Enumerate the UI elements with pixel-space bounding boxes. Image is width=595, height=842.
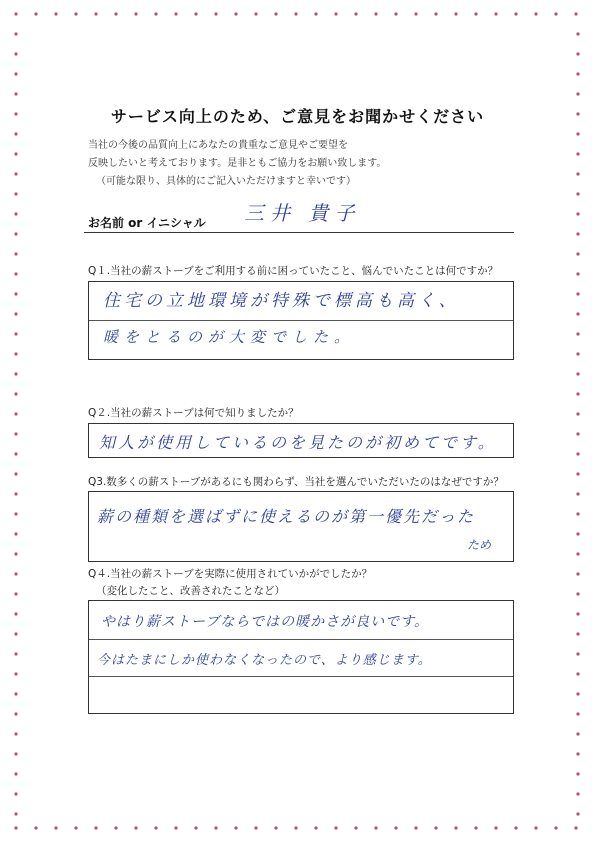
border-dot-47 [474,826,477,829]
border-dot-57 [574,826,577,829]
intro-line-1: 当社の今後の品質向上にあなたの貴重なご意見やご要望を [88,140,348,151]
border-dot-43 [434,826,437,829]
border-dot-4 [54,12,57,15]
border-dot-77 [576,212,579,215]
border-dot-30 [314,12,317,15]
border-dot-61 [576,52,579,55]
border-dot-110 [14,552,17,555]
border-dot-41 [414,826,417,829]
border-dot-111 [576,552,579,555]
border-dot-19 [194,826,197,829]
answer-4-line-1: やはり薪ストーブならではの暖かさが良いです。 [101,614,430,630]
border-dot-115 [576,592,579,595]
answer-3-line-1: 薪の種類を選ばずに使えるのが第一優先だった [97,507,476,526]
border-dot-130 [14,752,17,755]
border-dot-89 [576,332,579,335]
border-dot-10 [114,12,117,15]
border-dot-127 [576,712,579,715]
border-dot-88 [14,332,17,335]
border-dot-98 [14,432,17,435]
answer-box-1 [88,281,514,360]
border-dot-121 [576,652,579,655]
border-dot-90 [14,352,17,355]
border-dot-106 [14,512,17,515]
border-dot-71 [576,152,579,155]
border-dot-92 [14,372,17,375]
border-dot-53 [534,826,537,829]
border-dot-46 [474,12,477,15]
border-dot-123 [576,672,579,675]
name-handwritten-value: 三井 貴子 [244,201,361,225]
border-dot-94 [14,392,17,395]
border-dot-59 [576,32,579,35]
border-dot-105 [576,492,579,495]
border-dot-133 [576,772,579,775]
border-dot-135 [576,792,579,795]
border-dot-117 [576,612,579,615]
question-3: Q3.数多くの薪ストーブがあるにも関わらず、当社を選んでいただいたのはなぜですか？ [88,476,504,488]
border-dot-32 [334,12,337,15]
border-dot-42 [434,12,437,15]
border-dot-15 [154,826,157,829]
border-dot-81 [576,252,579,255]
answer-1-line-2: 暖をとるのが大変でした。 [103,328,356,346]
border-dot-109 [576,532,579,535]
border-dot-118 [14,632,17,635]
border-dot-5 [54,826,57,829]
border-dot-33 [334,826,337,829]
border-dot-3 [34,826,37,829]
border-dot-35 [354,826,357,829]
border-dot-24 [254,12,257,15]
border-dot-76 [14,212,17,215]
border-dot-103 [576,472,579,475]
border-dot-116 [14,612,17,615]
border-dot-85 [576,292,579,295]
border-dot-26 [274,12,277,15]
border-dot-17 [174,826,177,829]
border-dot-37 [374,826,377,829]
border-dot-73 [576,172,579,175]
intro-line-3: （可能な限り、具体的にご記入いただけますと幸いです） [96,176,356,187]
border-dot-56 [574,12,577,15]
border-dot-91 [576,352,579,355]
border-dot-38 [394,12,397,15]
border-dot-9 [94,826,97,829]
border-dot-22 [234,12,237,15]
name-label: お名前 or イニシャル [88,216,206,230]
answer-box-2 [88,423,514,458]
border-dot-122 [14,672,17,675]
border-dot-83 [576,272,579,275]
border-dot-8 [94,12,97,15]
border-dot-23 [234,826,237,829]
border-dot-62 [14,72,17,75]
border-dot-82 [14,272,17,275]
answer-box-4-rule-1 [89,639,513,640]
border-dot-45 [454,826,457,829]
form-title: サービス向上のため、ご意見をお聞かせください [110,107,485,126]
question-4-subtext: （変化したこと、改善されたことなど） [96,585,285,597]
border-dot-36 [374,12,377,15]
border-dot-64 [14,92,17,95]
border-dot-12 [134,12,137,15]
intro-line-2: 反映したいと考えております。是非ともご協力をお願い致します。 [88,158,387,169]
answer-2-line-1: 知人が使用しているのを見たのが初めてです。 [99,433,497,452]
border-dot-79 [576,232,579,235]
border-dot-40 [414,12,417,15]
border-dot-120 [14,652,17,655]
border-dot-18 [194,12,197,15]
border-dot-137 [576,812,579,815]
border-dot-25 [254,826,257,829]
border-dot-2 [34,12,37,15]
border-dot-27 [274,826,277,829]
border-dot-48 [494,12,497,15]
border-dot-63 [576,72,579,75]
answer-box-3 [88,491,514,562]
border-dot-51 [514,826,517,829]
border-dot-69 [576,132,579,135]
border-dot-44 [454,12,457,15]
border-dot-54 [554,12,557,15]
border-dot-58 [14,32,17,35]
border-dot-20 [214,12,217,15]
question-2: Q２.当社の薪ストーブは何で知りましたか？ [88,407,299,419]
border-dot-119 [576,632,579,635]
border-dot-131 [576,752,579,755]
question-1: Q１.当社の薪ストーブをご利用する前に困っていたこと、悩んでいたことは何ですか？ [88,265,499,277]
border-dot-31 [314,826,317,829]
question-4: Q４.当社の薪ストーブを実際に使用されていかがでしたか？ [88,568,373,580]
answer-3-line-2: ため [467,538,492,552]
border-dot-101 [576,452,579,455]
border-dot-95 [576,392,579,395]
border-dot-14 [154,12,157,15]
border-dot-11 [114,826,117,829]
border-dot-104 [14,492,17,495]
border-dot-124 [14,692,17,695]
answer-box-1-rule [89,320,513,321]
border-dot-68 [14,132,17,135]
border-dot-112 [14,572,17,575]
border-dot-84 [14,292,17,295]
border-dot-52 [534,12,537,15]
border-dot-0 [14,12,17,15]
border-dot-107 [576,512,579,515]
border-dot-16 [174,12,177,15]
border-dot-72 [14,172,17,175]
border-dot-97 [576,412,579,415]
border-dot-1 [14,826,17,829]
border-dot-86 [14,312,17,315]
border-dot-49 [494,826,497,829]
name-underline [84,232,514,233]
answer-box-4-rule-2 [89,676,513,677]
border-dot-129 [576,732,579,735]
border-dot-99 [576,432,579,435]
border-dot-34 [354,12,357,15]
answer-box-4 [88,600,514,714]
border-dot-80 [14,252,17,255]
border-dot-60 [14,52,17,55]
border-dot-21 [214,826,217,829]
border-dot-87 [576,312,579,315]
border-dot-29 [294,826,297,829]
border-dot-28 [294,12,297,15]
border-dot-6 [74,12,77,15]
border-dot-50 [514,12,517,15]
border-dot-55 [554,826,557,829]
answer-1-line-1: 住宅の立地環境が特殊で標高も高く、 [103,291,460,311]
border-dot-126 [14,712,17,715]
border-dot-113 [576,572,579,575]
border-dot-108 [14,532,17,535]
border-dot-114 [14,592,17,595]
answer-4-line-2: 今はたまにしか使わなくなったので、より感じます。 [97,653,432,668]
border-dot-75 [576,192,579,195]
border-dot-93 [576,372,579,375]
border-dot-70 [14,152,17,155]
border-dot-96 [14,412,17,415]
border-dot-100 [14,452,17,455]
border-dot-78 [14,232,17,235]
border-dot-65 [576,92,579,95]
border-dot-13 [134,826,137,829]
border-dot-128 [14,732,17,735]
border-dot-134 [14,792,17,795]
border-dot-39 [394,826,397,829]
border-dot-102 [14,472,17,475]
border-dot-7 [74,826,77,829]
border-dot-74 [14,192,17,195]
border-dot-136 [14,812,17,815]
border-dot-125 [576,692,579,695]
border-dot-132 [14,772,17,775]
